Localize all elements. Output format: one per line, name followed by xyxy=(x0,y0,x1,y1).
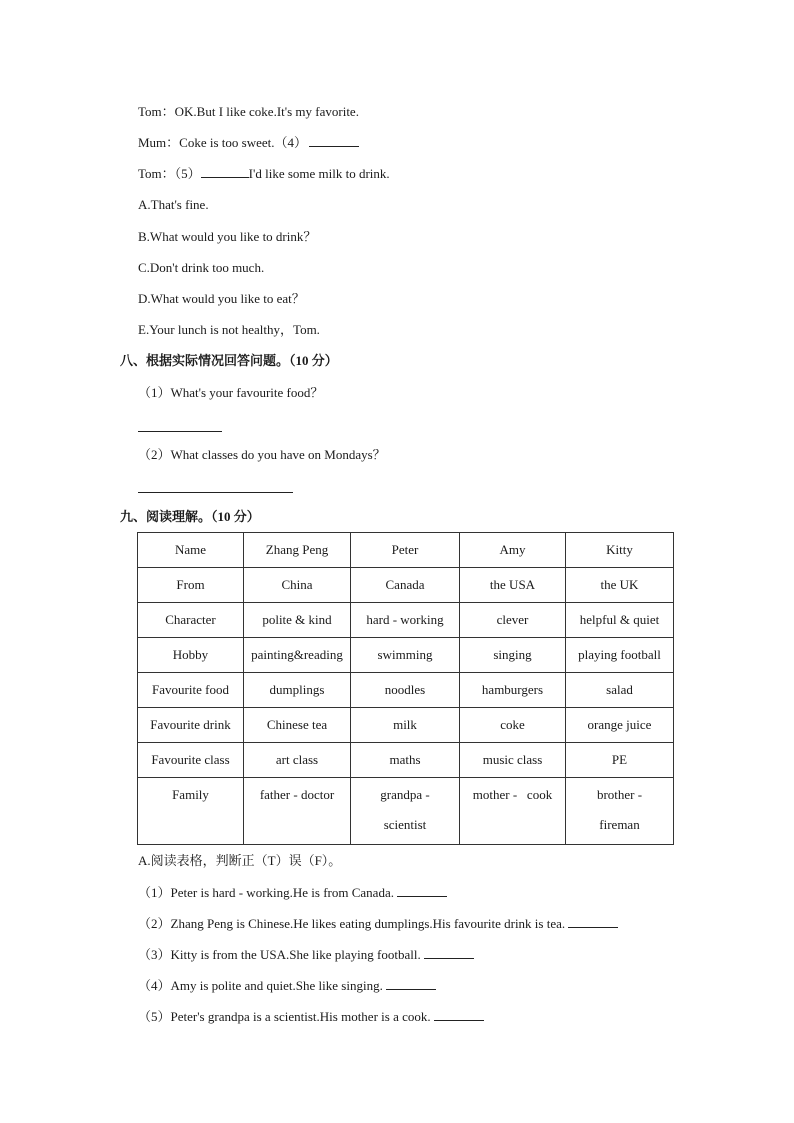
table-cell: Kitty xyxy=(566,533,674,568)
cell-line: fireman xyxy=(599,817,640,832)
table-cell: maths xyxy=(351,743,460,778)
option-a: A.That's fine. xyxy=(138,197,209,212)
table-cell: hard - working xyxy=(351,603,460,638)
dialogue-line-3 xyxy=(138,165,390,183)
speaker: Mum： xyxy=(138,135,180,150)
table-row xyxy=(138,673,674,708)
table-row xyxy=(138,708,674,743)
table-cell: salad xyxy=(566,673,674,708)
judgement-item-4 xyxy=(138,977,436,995)
table-cell: painting&reading xyxy=(244,638,351,673)
table-cell: Favourite drink xyxy=(138,708,244,743)
table-cell: coke xyxy=(460,708,566,743)
answer-line-1[interactable] xyxy=(138,431,222,432)
table-cell: clever xyxy=(460,603,566,638)
table-cell: singing xyxy=(460,638,566,673)
table-row xyxy=(138,638,674,673)
answer-blank-5[interactable] xyxy=(201,165,249,178)
table-row xyxy=(138,743,674,778)
statement: （4）Amy is polite and quiet.She like singing. xyxy=(138,978,383,993)
answer-blank[interactable] xyxy=(424,946,474,959)
statement: （2）Zhang Peng is Chinese.He likes eating dumplings.His favourite drink is tea. xyxy=(138,916,566,931)
section-8-title: 八、根据实际情况回答问题。（10 分） xyxy=(120,353,338,368)
table-cell: Name xyxy=(138,533,244,568)
statement: （1）Peter is hard - working.He is from Canada. xyxy=(138,885,394,900)
option-b: B.What would you like to drink？ xyxy=(138,229,317,244)
table-cell: Zhang Peng xyxy=(244,533,351,568)
table-cell: polite & kind xyxy=(244,603,351,638)
table-cell: the UK xyxy=(566,568,674,603)
dialogue-line-1 xyxy=(138,103,359,121)
cell-line: scientist xyxy=(383,817,427,832)
table-cell: Favourite class xyxy=(138,743,244,778)
section-8-question-1: （1）What's your favourite food？ xyxy=(138,385,324,400)
judgement-item-3 xyxy=(138,946,474,964)
answer-blank[interactable] xyxy=(568,915,618,928)
table-cell: orange juice xyxy=(566,708,674,743)
table-cell xyxy=(566,778,674,845)
answer-line-2[interactable] xyxy=(138,492,293,493)
table-cell: From xyxy=(138,568,244,603)
table-cell: Family xyxy=(138,778,244,845)
table-cell: dumplings xyxy=(244,673,351,708)
judgement-item-1 xyxy=(138,884,447,902)
table-cell: hamburgers xyxy=(460,673,566,708)
option-d: D.What would you like to eat？ xyxy=(138,291,305,306)
table-cell xyxy=(351,778,460,845)
table-row xyxy=(138,603,674,638)
table-row-family xyxy=(138,778,674,845)
answer-blank[interactable] xyxy=(434,1008,484,1021)
table-cell: Chinese tea xyxy=(244,708,351,743)
section-8-question-2: （2）What classes do you have on Mondays？ xyxy=(138,447,386,462)
table-cell: swimming xyxy=(351,638,460,673)
table-cell: father - doctor xyxy=(244,778,351,845)
table-cell: Character xyxy=(138,603,244,638)
dialogue-text: Coke is too sweet.（4） xyxy=(179,135,307,150)
speaker: Tom： xyxy=(138,166,175,181)
cell-line: brother - xyxy=(596,787,643,802)
table-cell: playing football xyxy=(566,638,674,673)
info-table xyxy=(137,532,674,845)
cell-line: grandpa - xyxy=(380,787,430,802)
section-9-title: 九、阅读理解。（10 分） xyxy=(120,509,260,524)
table-header-row xyxy=(138,533,674,568)
table-cell: Canada xyxy=(351,568,460,603)
table-cell: Peter xyxy=(351,533,460,568)
statement: （5）Peter's grandpa is a scientist.His mother is a cook. xyxy=(138,1009,431,1024)
table-cell: Hobby xyxy=(138,638,244,673)
table-row xyxy=(138,568,674,603)
option-e: E.Your lunch is not healthy，Tom. xyxy=(138,322,320,337)
question-number: （5） xyxy=(174,166,201,181)
answer-blank[interactable] xyxy=(386,977,436,990)
table-cell: noodles xyxy=(351,673,460,708)
judgement-item-5 xyxy=(138,1008,484,1026)
table-cell: milk xyxy=(351,708,460,743)
answer-blank-4[interactable] xyxy=(309,134,359,147)
table-cell: the USA xyxy=(460,568,566,603)
statement: （3）Kitty is from the USA.She like playing football. xyxy=(138,947,421,962)
table-cell: China xyxy=(244,568,351,603)
table-cell: helpful & quiet xyxy=(566,603,674,638)
speaker: Tom： xyxy=(138,104,175,119)
table-cell: music class xyxy=(460,743,566,778)
dialogue-text: I'd like some milk to drink. xyxy=(248,166,390,181)
dialogue-text: OK.But I like coke.It's my favorite. xyxy=(174,104,359,119)
option-c: C.Don't drink too much. xyxy=(138,260,265,275)
table-cell: art class xyxy=(244,743,351,778)
answer-blank[interactable] xyxy=(397,884,447,897)
judgement-item-2 xyxy=(138,915,618,933)
table-cell: mother - cook xyxy=(460,778,566,845)
table-cell: PE xyxy=(566,743,674,778)
table-cell: Amy xyxy=(460,533,566,568)
dialogue-line-2 xyxy=(138,134,359,152)
part-a-instruction: A.阅读表格，判断正（T）误（F）。 xyxy=(138,853,342,868)
table-cell: Favourite food xyxy=(138,673,244,708)
